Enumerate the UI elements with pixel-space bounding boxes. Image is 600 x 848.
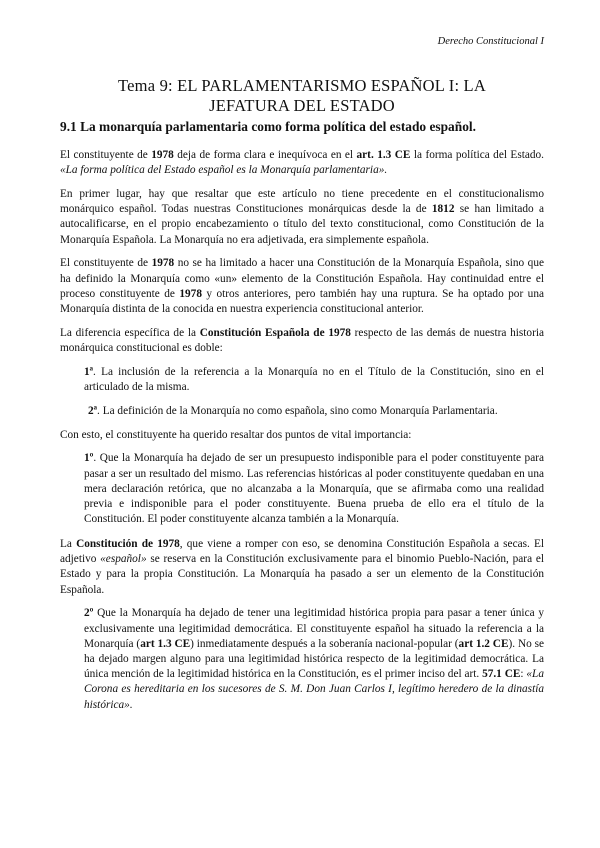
- list-item-2a: 2ª. La definición de la Monarquía no como española, sino como Monarquía Parlamentaria.: [88, 404, 498, 417]
- list-item-1o: 1º. Que la Monarquía ha dejado de ser un presupuesto indisponible para el poder constituyente para pasar a ser un resultado del mismo. Las referencias históricas al poder constituyente quedaban en una mera declaración retórica, que no alcanzaba a la Monarquía, que se afirmaba como una realidad previa e indisponible para el poder constituyente. Buena prueba de ello era el título de la Constitución. El poder constituyente alcanza también a la Monarquía.: [84, 452, 544, 526]
- paragraph-3: El constituyente de 1978 no se ha limitado a hacer una Constitución de la Monarquía Española, sino que ha definido la Monarquía como «un» elemento de la Constitución Española. Hay continuidad entre el proceso constituyente de 1978 y otros anteriores, pero también hay una ruptura. Se ha optado por una Monarquía distinta de la conocida en nuestra experiencia constitucional anterior.: [60, 257, 544, 316]
- paragraph-7: Con esto, el constituyente ha querido resaltar dos puntos de vital importancia:: [60, 428, 412, 441]
- document-title: [60, 76, 544, 116]
- section-heading: 9.1 La monarquía parlamentaria como forma política del estado español.: [60, 119, 476, 134]
- paragraph-4: La diferencia específica de la Constitución Española de 1978 respecto de las demás de nuestra historia monárquica constitucional es doble:: [60, 326, 544, 355]
- document-body: [60, 148, 544, 721]
- paragraph-9: La Constitución de 1978, que viene a romper con eso, se denomina Constitución Española a secas. El adjetivo «español» se reserva en la Constitución exclusivamente para el binomio Pueblo-Nación, para el Estado y para la propia Constitución. La Monarquía ha pasado a ser un elemento de la Constitución Española.: [60, 538, 545, 596]
- running-header: Derecho Constitucional I: [437, 36, 544, 47]
- title-line-2: JEFATURA DEL ESTADO: [209, 96, 395, 115]
- title-line-1: Tema 9: EL PARLAMENTARISMO ESPAÑOL I: LA: [118, 76, 486, 95]
- list-item-1a: 1ª. La inclusión de la referencia a la Monarquía no en el Título de la Constitución, sino en el articulado de la misma.: [84, 365, 544, 394]
- list-item-2o: 2º Que la Monarquía ha dejado de tener una legitimidad histórica propia para pasar a tener única y exclusivamente una legitimidad democrática. El constituyente español ha situado la referencia a la Monarquía (art 1.3 CE) inmediatamente después a la soberanía nacional-popular (art 1.2 CE). No se ha dejado margen alguno para una legitimidad histórica respecto de la legitimidad democrática. La única mención de la legitimidad histórica en la Constitución, es el primer inciso del art. 57.1 CE: «La Corona es hereditaria en los sucesores de S. M. Don Juan Carlos I, legítimo heredero de la dinastía histórica».: [84, 607, 545, 711]
- paragraph-1: El constituyente de 1978 deja de forma clara e inequívoca en el art. 1.3 CE la forma política del Estado. «La forma política del Estado español es la Monarquía parlamentaria».: [60, 149, 544, 177]
- paragraph-2: En primer lugar, hay que resaltar que este artículo no tiene precedente en el constitucionalismo monárquico español. Todas nuestras Constituciones monárquicas desde la de 1812 se han limitado a autocalificarse, en el propio encabezamiento o título del texto constitucional, como Constitución de la Monarquía Española. La Monarquía no era adjetivada, era simplemente española.: [60, 188, 544, 246]
